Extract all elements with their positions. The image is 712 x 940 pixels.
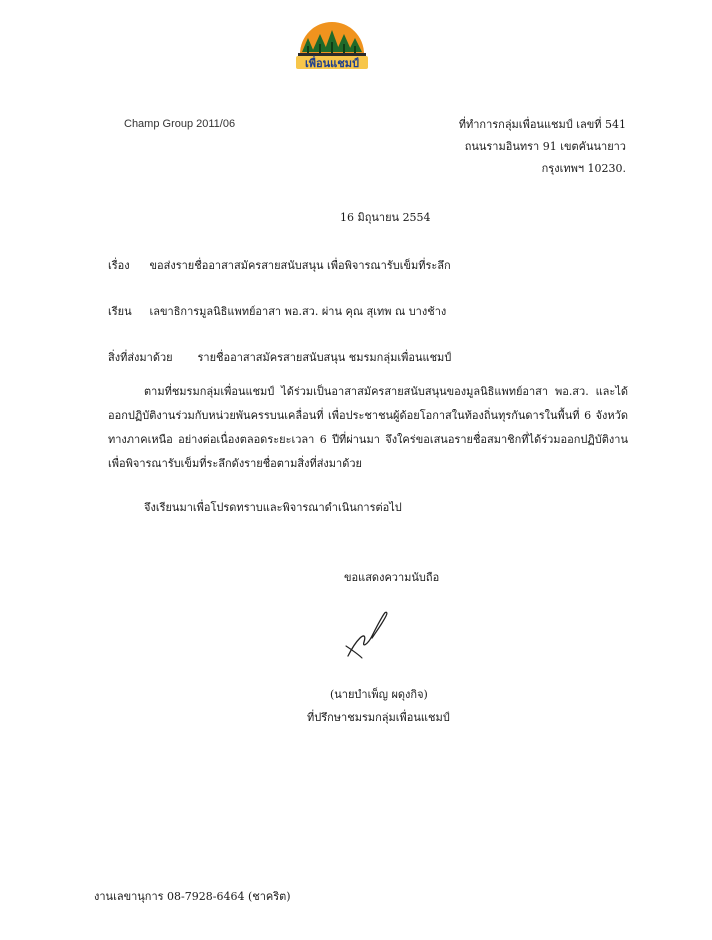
- enclosure-text: รายชื่ออาสาสมัครสายสนับสนุน ชมรมกลุ่มเพื่อนแชมป์: [197, 351, 452, 364]
- handwritten-signature: [342, 602, 392, 662]
- body-paragraph-text: ตามที่ชมรมกลุ่มเพื่อนแชมป์ ได้ร่วมเป็นอาสาสมัครสายสนับสนุนของมูลนิธิแพทย์อาสา พอ.สว. และได้ออกปฏิบัติงานร่วมกับหน่วยพันครรบนเคลื่อนที่ เพื่อประชาชนผู้ด้อยโอกาสในท้องถิ่นทุรกันดารในพื้นที่ 6 จังหวัดทางภาคเหนือ อย่างต่อเนื่องตลอดระยะเวลา 6 ปีที่ผ่านมา จึงใคร่ขอเสนอรายชื่อสมาชิกที่ได้ร่วมออกปฏิบัติงานเพื่อพิจารณารับเข็มที่ระลึกดังรายชื่อตามสิ่งที่ส่งมาด้วย: [108, 385, 628, 470]
- salutation-label: เรียน: [108, 305, 132, 318]
- salutation-row: [108, 302, 446, 320]
- enclosure-label: สิ่งที่ส่งมาด้วย: [108, 351, 173, 364]
- address-line-1: ที่ทำการกลุ่มเพื่อนแชมป์ เลขที่ 541: [458, 118, 626, 131]
- body-paragraph: [108, 380, 628, 476]
- letter-date: 16 มิถุนายน 2554: [340, 211, 431, 224]
- sender-address: [459, 114, 626, 180]
- subject-row: [108, 256, 451, 274]
- regards: ขอแสดงความนับถือ: [344, 571, 440, 584]
- address-line-3: กรุงเทพฯ 10230.: [541, 162, 626, 175]
- salutation-text: เลขาธิการมูลนิธิแพทย์อาสา พอ.สว. ผ่าน คุณ สุเทพ ณ บางช้าง: [149, 305, 447, 318]
- logo-text: เพื่อนแชมป์: [305, 57, 359, 70]
- closing-line: จึงเรียนมาเพื่อโปรดทราบและพิจารณาดำเนินการต่อไป: [144, 501, 402, 514]
- address-line-2: ถนนรามอินทรา 91 เขตคันนายาว: [464, 140, 626, 153]
- footer-contact: งานเลขานุการ 08-7928-6464 (ชาคริต): [94, 890, 291, 903]
- enclosure-row: [108, 348, 451, 366]
- subject-label: เรื่อง: [108, 259, 130, 272]
- signer-position: ที่ปรึกษาชมรมกลุ่มเพื่อนแชมป์: [307, 711, 450, 724]
- signer-name: (นายบำเพ็ญ ผดุงกิจ): [330, 688, 428, 701]
- subject-text: ขอส่งรายชื่ออาสาสมัครสายสนับสนุน เพื่อพิจารณารับเข็มที่ระลึก: [149, 259, 451, 272]
- reference-code: Champ Group 2011/06: [124, 118, 236, 130]
- champ-group-logo: [290, 14, 374, 70]
